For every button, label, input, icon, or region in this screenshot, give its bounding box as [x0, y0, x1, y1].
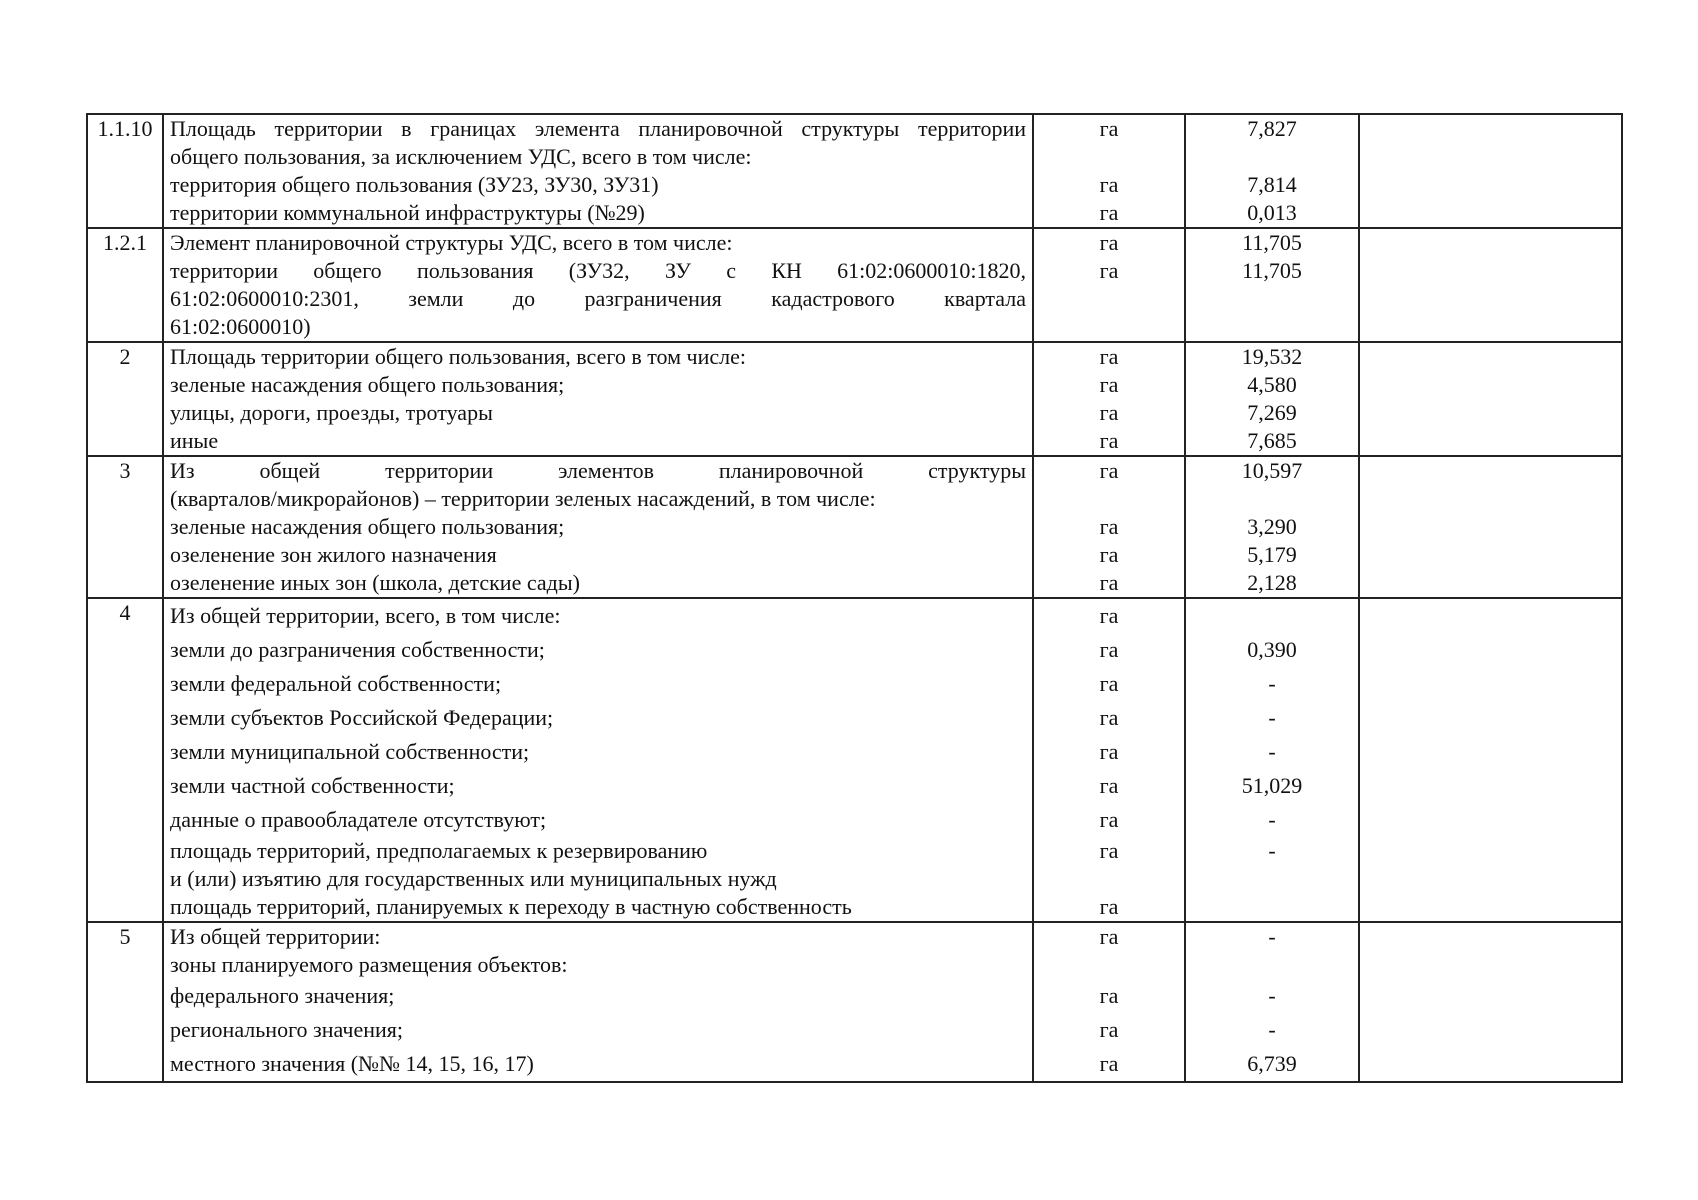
table-row-1-1-10	[87, 114, 1622, 228]
value-cell	[1185, 228, 1359, 342]
value-text: 19,532	[1241, 344, 1303, 369]
value-text	[1186, 313, 1358, 341]
value-cell	[1185, 456, 1359, 598]
description-line: земли федеральной собственности;	[170, 671, 502, 696]
description-line: регионального значения;	[170, 1017, 404, 1042]
value-text: -	[1268, 838, 1276, 863]
unit-cell	[1033, 114, 1185, 228]
value-text	[1186, 485, 1358, 513]
row-number-cell	[87, 114, 163, 228]
value-text: 4,580	[1247, 372, 1297, 397]
description-line: (кварталов/микрорайонов) – территории зеленых насаждений, в том числе:	[170, 486, 876, 511]
description-line: земли муниципальной собственности;	[170, 739, 530, 764]
description-line: федерального значения;	[170, 983, 395, 1008]
value-text: 7,269	[1247, 400, 1297, 425]
description-line: местного значения (№№ 14, 15, 16, 17)	[170, 1051, 534, 1076]
unit-text: га	[1099, 570, 1119, 595]
value-text: 10,597	[1241, 458, 1303, 483]
note-cell	[1359, 456, 1622, 598]
value-cell	[1185, 114, 1359, 228]
table-row-1-2-1	[87, 228, 1622, 342]
value-cell	[1185, 922, 1359, 1082]
description-line: земли до разграничения собственности;	[170, 637, 545, 662]
unit-text	[1034, 485, 1184, 513]
unit-text: га	[1099, 1017, 1119, 1042]
unit-text: га	[1099, 400, 1119, 425]
row-number-cell	[87, 342, 163, 456]
value-text: 5,179	[1247, 542, 1297, 567]
unit-text: га	[1099, 894, 1119, 919]
unit-cell	[1033, 456, 1185, 598]
value-text: -	[1268, 983, 1276, 1008]
row-description-cell	[163, 598, 1033, 922]
unit-text: га	[1099, 1051, 1119, 1076]
value-text: -	[1268, 705, 1276, 730]
unit-text: га	[1099, 807, 1119, 832]
note-cell	[1359, 342, 1622, 456]
value-text: -	[1268, 924, 1276, 949]
value-text: 0,390	[1247, 637, 1297, 662]
description-line: земли частной собственности;	[170, 773, 455, 798]
table-row-2	[87, 342, 1622, 456]
value-text: 51,029	[1241, 773, 1303, 798]
value-text: 11,705	[1242, 230, 1302, 255]
unit-text: га	[1099, 924, 1119, 949]
description-line: улицы, дороги, проезды, тротуары	[170, 400, 493, 425]
description-line: Из общей территории, всего, в том числе:	[170, 603, 561, 628]
unit-text: га	[1099, 116, 1119, 141]
unit-text	[1034, 951, 1184, 979]
unit-text: га	[1099, 172, 1119, 197]
value-text	[1186, 599, 1358, 633]
unit-text: га	[1099, 773, 1119, 798]
indicators-table	[86, 113, 1623, 1083]
value-text: 0,013	[1247, 200, 1297, 225]
unit-text	[1034, 143, 1184, 171]
unit-cell	[1033, 342, 1185, 456]
value-text: -	[1268, 807, 1276, 832]
description-line: общего пользования, за исключением УДС, всего в том числе:	[170, 144, 752, 169]
value-text: 7,685	[1247, 428, 1297, 453]
unit-text: га	[1099, 603, 1119, 628]
description-line: Площадь территории в границах элемента планировочной структуры территории	[170, 116, 1026, 141]
description-line: территории общего пользования (ЗУ32, ЗУ с КН 61:02:0600010:1820,	[170, 258, 1026, 283]
row-number: 1.2.1	[103, 230, 147, 255]
value-text	[1186, 865, 1358, 893]
unit-text	[1034, 865, 1184, 893]
description-line: 61:02:0600010)	[170, 314, 311, 339]
row-number: 1.1.10	[97, 116, 153, 141]
unit-text: га	[1099, 258, 1119, 283]
row-number: 5	[119, 924, 131, 949]
description-line: площадь территорий, планируемых к переходу в частную собственность	[170, 894, 852, 919]
row-description-cell	[163, 228, 1033, 342]
description-line: Элемент планировочной структуры УДС, всего в том числе:	[170, 230, 733, 255]
value-text: 7,827	[1247, 116, 1297, 141]
description-line: площадь территорий, предполагаемых к резервированию	[170, 838, 708, 863]
unit-text: га	[1099, 514, 1119, 539]
table-row-3	[87, 456, 1622, 598]
description-line: Из общей территории:	[170, 924, 381, 949]
value-text	[1186, 285, 1358, 313]
unit-text: га	[1099, 838, 1119, 863]
value-text: -	[1268, 671, 1276, 696]
note-cell	[1359, 114, 1622, 228]
note-cell	[1359, 922, 1622, 1082]
unit-text: га	[1099, 200, 1119, 225]
table-row-5	[87, 922, 1622, 1082]
value-text: 3,290	[1247, 514, 1297, 539]
note-cell	[1359, 598, 1622, 922]
value-text: 11,705	[1242, 258, 1302, 283]
value-text: 2,128	[1247, 570, 1297, 595]
value-text: 6,739	[1247, 1051, 1297, 1076]
unit-text: га	[1099, 983, 1119, 1008]
row-number: 4	[119, 600, 131, 625]
unit-text: га	[1099, 458, 1119, 483]
unit-text: га	[1099, 739, 1119, 764]
row-number-cell	[87, 456, 163, 598]
description-line: иные	[170, 428, 219, 453]
value-text: 7,814	[1247, 172, 1297, 197]
value-text	[1186, 143, 1358, 171]
value-cell	[1185, 342, 1359, 456]
unit-text	[1034, 313, 1184, 341]
unit-text: га	[1099, 230, 1119, 255]
unit-text	[1034, 285, 1184, 313]
row-description-cell	[163, 114, 1033, 228]
description-line: 61:02:0600010:2301, земли до разграничения кадастрового квартала	[170, 286, 1026, 311]
row-number-cell	[87, 598, 163, 922]
unit-cell	[1033, 922, 1185, 1082]
unit-text: га	[1099, 542, 1119, 567]
description-line: зоны планируемого размещения объектов:	[170, 952, 568, 977]
value-text	[1186, 893, 1358, 921]
unit-text: га	[1099, 637, 1119, 662]
description-line: зеленые насаждения общего пользования;	[170, 514, 565, 539]
description-line: и (или) изъятию для государственных или муниципальных нужд	[170, 866, 777, 891]
description-line: озеленение зон жилого назначения	[170, 542, 497, 567]
description-line: данные о правообладателе отсутствуют;	[170, 807, 547, 832]
value-text	[1186, 951, 1358, 979]
description-line: территории коммунальной инфраструктуры (№29)	[170, 200, 645, 225]
value-text: -	[1268, 1017, 1276, 1042]
value-cell	[1185, 598, 1359, 922]
description-line: Из общей территории элементов планировочной структуры	[170, 458, 1026, 483]
unit-text: га	[1099, 671, 1119, 696]
description-line: территория общего пользования (ЗУ23, ЗУ30, ЗУ31)	[170, 172, 659, 197]
unit-text: га	[1099, 428, 1119, 453]
row-description-cell	[163, 456, 1033, 598]
row-number: 2	[119, 344, 131, 369]
row-number: 3	[119, 458, 131, 483]
table-row-4	[87, 598, 1622, 922]
unit-cell	[1033, 598, 1185, 922]
description-line: озеленение иных зон (школа, детские сады)	[170, 570, 580, 595]
unit-text: га	[1099, 705, 1119, 730]
row-number-cell	[87, 922, 163, 1082]
unit-text: га	[1099, 344, 1119, 369]
value-text: -	[1268, 739, 1276, 764]
description-line: земли субъектов Российской Федерации;	[170, 705, 554, 730]
note-cell	[1359, 228, 1622, 342]
row-description-cell	[163, 342, 1033, 456]
row-description-cell	[163, 922, 1033, 1082]
description-line: зеленые насаждения общего пользования;	[170, 372, 565, 397]
row-number-cell	[87, 228, 163, 342]
unit-text: га	[1099, 372, 1119, 397]
description-line: Площадь территории общего пользования, всего в том числе:	[170, 344, 746, 369]
unit-cell	[1033, 228, 1185, 342]
